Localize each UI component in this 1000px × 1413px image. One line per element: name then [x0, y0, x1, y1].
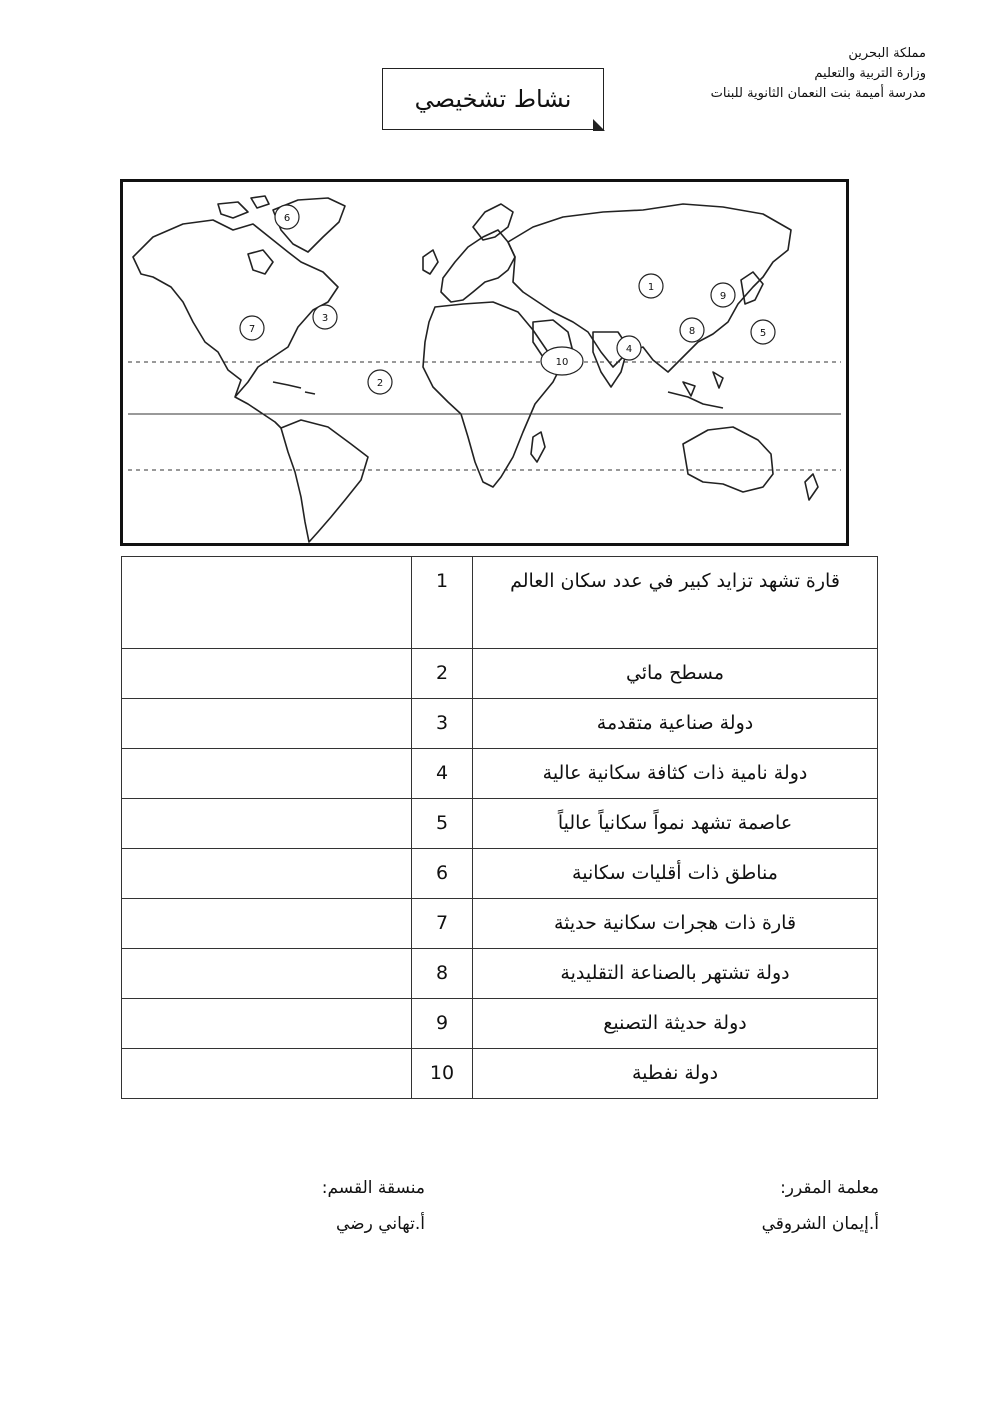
page-title-box [382, 68, 604, 130]
table-row [122, 1049, 878, 1099]
question-number: 1 [412, 557, 473, 649]
landmass-south-america [281, 420, 368, 542]
table-row [122, 799, 878, 849]
table-row [122, 699, 878, 749]
answer-cell[interactable] [122, 749, 412, 799]
landmass-north-america [133, 220, 338, 397]
header-line-kingdom: مملكة البحرين [848, 46, 926, 61]
table-row [122, 649, 878, 699]
map-marker-6 [275, 205, 299, 229]
table-row [122, 949, 878, 999]
question-text: دولة حديثة التصنيع [473, 999, 878, 1049]
question-number: 3 [412, 699, 473, 749]
map-marker-5 [751, 320, 775, 344]
coordinator-signature [322, 1170, 425, 1242]
map-marker-label: 4 [625, 344, 633, 355]
landmass-indonesia [668, 392, 723, 408]
landmass-scandinavia [473, 204, 513, 240]
answer-cell[interactable] [122, 1049, 412, 1099]
coordinator-label: منسقة القسم: [321, 1178, 425, 1198]
question-number: 6 [412, 849, 473, 899]
table-row [122, 999, 878, 1049]
header-line-ministry: وزارة التربية والتعليم [814, 66, 926, 81]
question-number: 4 [412, 749, 473, 799]
question-text: مسطح مائي [473, 649, 878, 699]
table-row [122, 557, 878, 649]
map-marker-label: 5 [759, 328, 767, 339]
world-map [120, 179, 849, 546]
map-marker-label: 6 [283, 213, 291, 224]
teacher-name: أ.إيمان الشروقي [761, 1214, 879, 1234]
question-text: عاصمة تشهد نمواً سكانياً عالياً [473, 799, 878, 849]
question-number: 8 [412, 949, 473, 999]
question-number: 2 [412, 649, 473, 699]
map-marker-10 [541, 347, 583, 375]
landmass-british-isles [423, 250, 438, 274]
landmass-europe [441, 230, 515, 302]
landmass-hudson-bay [248, 250, 273, 274]
world-map-drawing [123, 182, 846, 543]
table-row [122, 849, 878, 899]
answer-cell[interactable] [122, 799, 412, 849]
map-marker-4 [617, 336, 641, 360]
question-text: قارة ذات هجرات سكانية حديثة [473, 899, 878, 949]
question-text: دولة تشتهر بالصناعة التقليدية [473, 949, 878, 999]
question-number: 5 [412, 799, 473, 849]
landmass-africa [423, 302, 563, 487]
coordinator-name: أ.تهاني رضي [336, 1214, 425, 1234]
landmass-madagascar [531, 432, 545, 462]
table-row [122, 749, 878, 799]
question-number: 10 [412, 1049, 473, 1099]
map-marker-label: 8 [688, 326, 696, 337]
landmass-central-america [235, 397, 281, 428]
answer-cell[interactable] [122, 999, 412, 1049]
answer-cell[interactable] [122, 649, 412, 699]
school-header [711, 44, 926, 104]
questions-table [121, 556, 878, 1099]
question-text: دولة نفطية [473, 1049, 878, 1099]
map-marker-label: 7 [248, 324, 256, 335]
landmass-arctic-islands [218, 202, 248, 218]
map-marker-label: 2 [376, 378, 384, 389]
map-marker-2 [368, 370, 392, 394]
question-text: قارة تشهد تزايد كبير في عدد سكان العالم [473, 557, 878, 649]
table-row [122, 899, 878, 949]
map-marker-label: 3 [321, 313, 329, 324]
map-marker-label: 9 [719, 291, 727, 302]
teacher-signature [762, 1170, 879, 1242]
teacher-label: معلمة المقرر: [780, 1178, 879, 1198]
map-marker-label: 1 [647, 282, 655, 293]
question-text: دولة صناعية متقدمة [473, 699, 878, 749]
answer-cell[interactable] [122, 899, 412, 949]
answer-cell[interactable] [122, 699, 412, 749]
question-number: 9 [412, 999, 473, 1049]
answer-cell[interactable] [122, 557, 412, 649]
page-title: نشاط تشخيصي [414, 85, 572, 113]
map-marker-9 [711, 283, 735, 307]
landmass-australia [683, 427, 773, 492]
title-fold-corner [593, 119, 605, 131]
answer-cell[interactable] [122, 849, 412, 899]
map-marker-label: 10 [555, 357, 569, 368]
header-line-school: مدرسة أميمة بنت النعمان الثانوية للبنات [710, 86, 926, 101]
answer-cell[interactable] [122, 949, 412, 999]
landmass-new-zealand [805, 474, 818, 500]
question-text: مناطق ذات أقليات سكانية [473, 849, 878, 899]
map-marker-8 [680, 318, 704, 342]
map-marker-3 [313, 305, 337, 329]
map-marker-1 [639, 274, 663, 298]
question-number: 7 [412, 899, 473, 949]
question-text: دولة نامية ذات كثافة سكانية عالية [473, 749, 878, 799]
map-marker-7 [240, 316, 264, 340]
